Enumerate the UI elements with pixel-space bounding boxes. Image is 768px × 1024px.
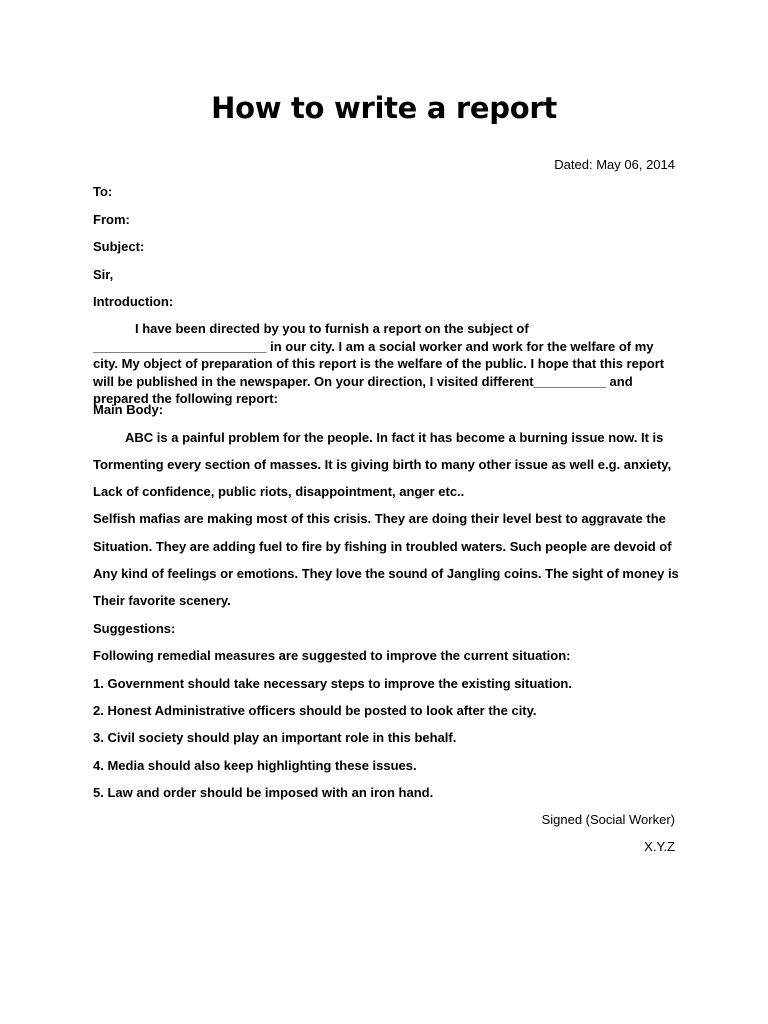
main-body-line: Their favorite scenery. bbox=[93, 593, 231, 608]
introduction-heading: Introduction: bbox=[93, 294, 174, 309]
signature-name: X.Y.Z bbox=[644, 839, 675, 854]
to-label: To: bbox=[93, 184, 113, 199]
main-body-heading: Main Body: bbox=[93, 402, 164, 417]
main-body-line: Any kind of feelings or emotions. They love the sound of Jangling coins. The sight of money is bbox=[93, 566, 679, 581]
suggestions-heading: Suggestions: bbox=[93, 621, 176, 636]
main-body-line: Selfish mafias are making most of this crisis. They are doing their level best to aggravate the bbox=[93, 511, 666, 526]
from-label: From: bbox=[93, 212, 130, 227]
main-body-line: Lack of confidence, public riots, disappointment, anger etc.. bbox=[93, 484, 465, 499]
introduction-paragraph: I have been directed by you to furnish a report on the subject of ________________________ in our city. I am a social worker and work for the welfare of my city. My object of preparation of this report is the welfare of the public. I hope that this report will be published in the newspaper. On your direction, I visited different__________ and prepared the following report: bbox=[93, 321, 665, 407]
suggestion-item: 3. Civil society should play an important role in this behalf. bbox=[93, 730, 457, 745]
suggestion-item: 1. Government should take necessary steps to improve the existing situation. bbox=[93, 676, 572, 691]
signed-line: Signed (Social Worker) bbox=[541, 812, 675, 827]
main-body-line: Situation. They are adding fuel to fire by fishing in troubled waters. Such people are devoid of bbox=[93, 539, 672, 554]
suggestions-intro: Following remedial measures are suggested to improve the current situation: bbox=[93, 648, 571, 663]
main-body-line: Tormenting every section of masses. It is giving birth to many other issue as well e.g. anxiety, bbox=[93, 457, 672, 472]
salutation: Sir, bbox=[93, 267, 114, 282]
subject-label: Subject: bbox=[93, 239, 145, 254]
suggestion-item: 5. Law and order should be imposed with an iron hand. bbox=[93, 785, 434, 800]
main-body-line: ABC is a painful problem for the people. In fact it has become a burning issue now. It is bbox=[125, 430, 664, 445]
dated-line: Dated: May 06, 2014 bbox=[554, 157, 675, 172]
document-title: How to write a report bbox=[211, 91, 557, 125]
suggestion-item: 2. Honest Administrative officers should be posted to look after the city. bbox=[93, 703, 537, 718]
suggestion-item: 4. Media should also keep highlighting these issues. bbox=[93, 758, 417, 773]
